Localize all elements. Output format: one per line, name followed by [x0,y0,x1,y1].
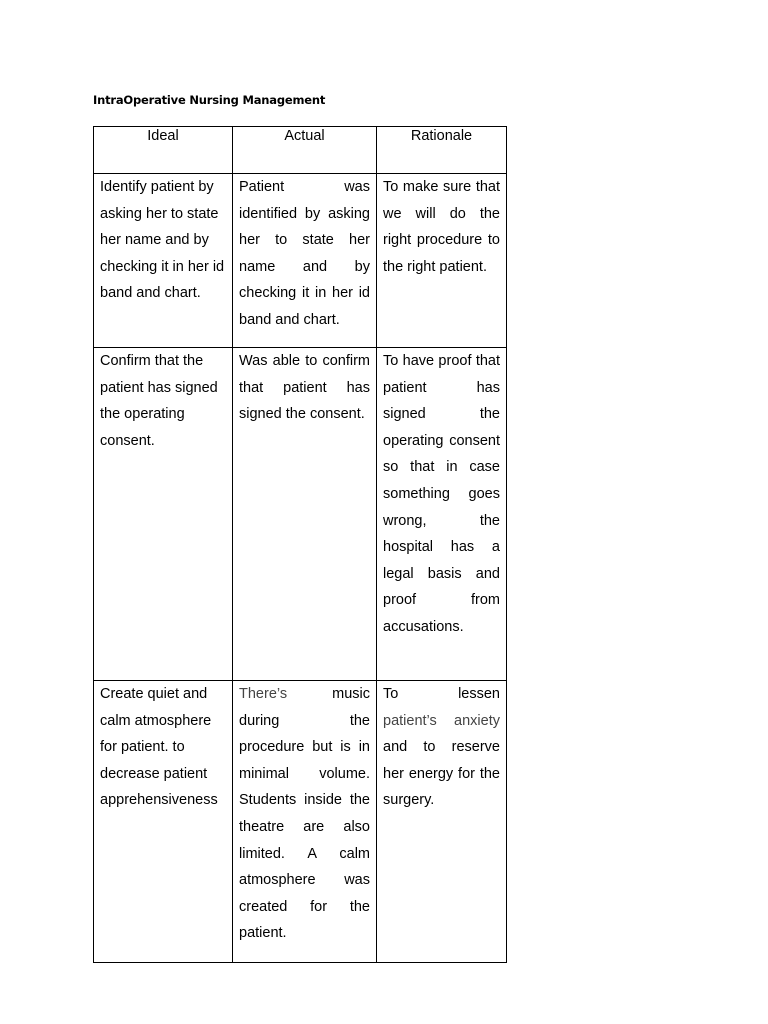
cell-ideal: Confirm that the patient has signed the operating consent. [94,348,233,681]
actual-lead-text: There’s [239,686,288,702]
cell-rationale: To have proof that patient has signed the operating consent so that in case something goes wrong, the hospital has a legal basis and proof from accusations. [377,348,507,681]
table-row [94,681,507,963]
cell-actual: Was able to confirm that patient has signed the consent. [233,348,377,681]
actual-rest-text: music during the procedure but is in minimal volume. Students inside the theatre are also limited. A calm atmosphere was created for the patient. [239,686,370,942]
table-header-row [94,127,507,174]
rationale-pre-text: To lessen [383,686,500,702]
header-actual: Actual [233,127,377,174]
header-ideal: Ideal [94,127,233,174]
cell-rationale [377,681,507,963]
rationale-post-text: and to reserve her energy for the surgery. [383,739,500,809]
rationale-gray-text: patient’s anxiety [383,712,500,729]
cell-rationale: To make sure that we will do the right procedure to the right patient. [377,174,507,348]
header-rationale: Rationale [377,127,507,174]
document-title: IntraOperative Nursing Management [93,93,326,107]
nursing-management-table [93,126,507,963]
cell-ideal: Create quiet and calm atmosphere for patient. to decrease patient apprehensiveness [94,681,233,963]
table-row [94,348,507,681]
cell-actual [233,681,377,963]
cell-actual: Patient was identified by asking her to state her name and by checking it in her id band and chart. [233,174,377,348]
cell-ideal: Identify patient by asking her to state her name and by checking it in her id band and chart. [94,174,233,348]
table-row [94,174,507,348]
